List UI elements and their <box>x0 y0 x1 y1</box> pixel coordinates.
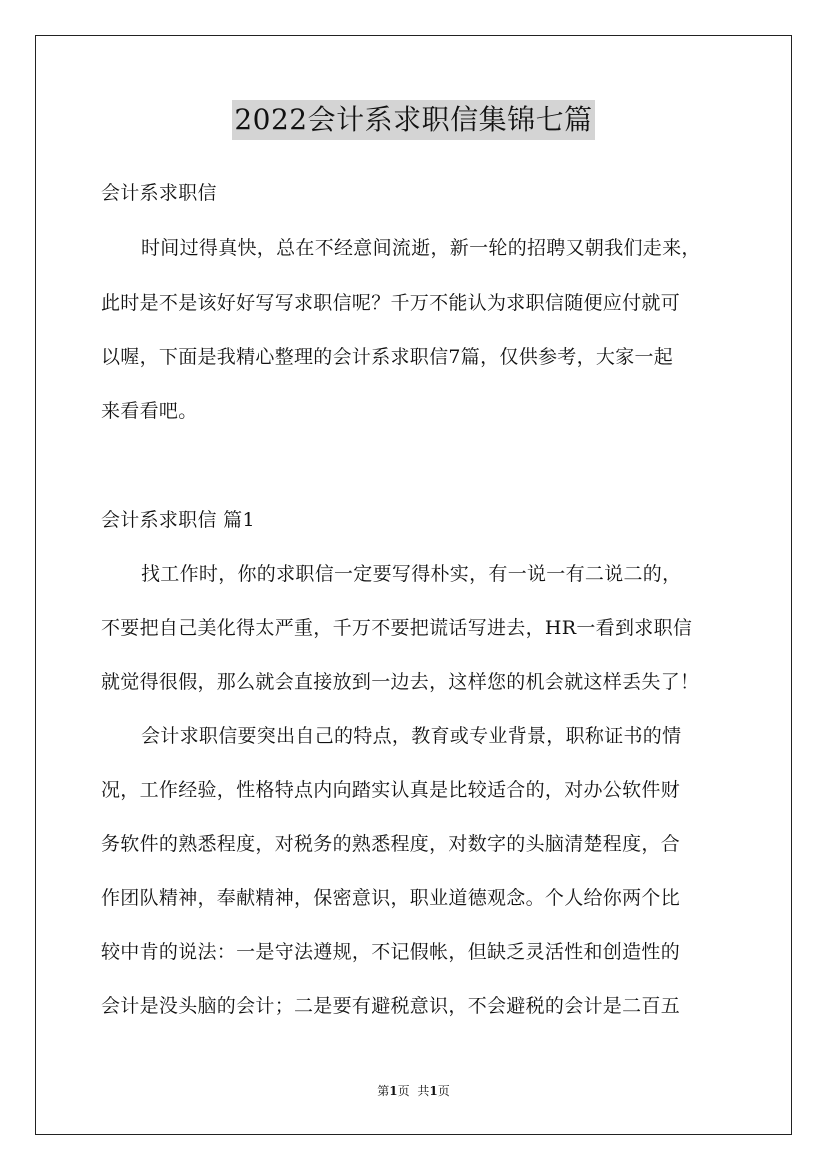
section1-para2-line-2: 况，工作经验，性格特点内向踏实认真是比较适合的，对办公软件财 <box>101 779 681 801</box>
section1-para2-line-5: 较中肯的说法：一是守法遵规，不记假帐，但缺乏灵活性和创造性的 <box>101 941 681 963</box>
page-footer <box>0 1083 827 1099</box>
total-label-prefix: 共 <box>417 1084 430 1098</box>
total-label-suffix: 页 <box>437 1084 450 1098</box>
section1-para2-line-4: 作团队精神，奉献精神，保密意识，职业道德观念。个人给你两个比 <box>101 887 681 909</box>
section1-para1-line-1: 找工作时，你的求职信一定要写得朴实，有一说一有二说二的， <box>141 563 682 585</box>
page-label-prefix: 第 <box>377 1084 390 1098</box>
intro-line-3: 以喔，下面是我精心整理的会计系求职信7篇，仅供参考，大家一起 <box>101 346 674 368</box>
section1-para2-line-3: 务软件的熟悉程度，对税务的熟悉程度，对数字的头脑清楚程度，合 <box>101 833 681 855</box>
page-label-suffix: 页 <box>397 1084 410 1098</box>
page-number: 1 <box>389 1084 398 1098</box>
document-title: 2022会计系求职信集锦七篇 <box>232 100 594 140</box>
intro-line-4: 来看看吧。 <box>101 400 198 422</box>
intro-heading: 会计系求职信 <box>101 182 217 204</box>
section1-para1-line-3: 就觉得很假，那么就会直接放到一边去，这样您的机会就这样丢失了！ <box>101 671 700 693</box>
section1-para2-line-6: 会计是没头脑的会计；二是要有避税意识，不会避税的会计是二百五 <box>101 995 681 1017</box>
title-container <box>0 100 827 140</box>
section1-heading: 会计系求职信 篇1 <box>101 509 255 531</box>
section1-para2-line-1: 会计求职信要突出自己的特点，教育或专业背景，职称证书的情 <box>141 725 682 747</box>
intro-line-1: 时间过得真快，总在不经意间流逝，新一轮的招聘又朝我们走来， <box>141 237 701 259</box>
intro-line-2: 此时是不是该好好写写求职信呢？千万不能认为求职信随便应付就可 <box>101 292 681 314</box>
section1-para1-line-2: 不要把自己美化得太严重，千万不要把谎话写进去，HR一看到求职信 <box>101 617 693 639</box>
total-pages: 1 <box>429 1084 438 1098</box>
